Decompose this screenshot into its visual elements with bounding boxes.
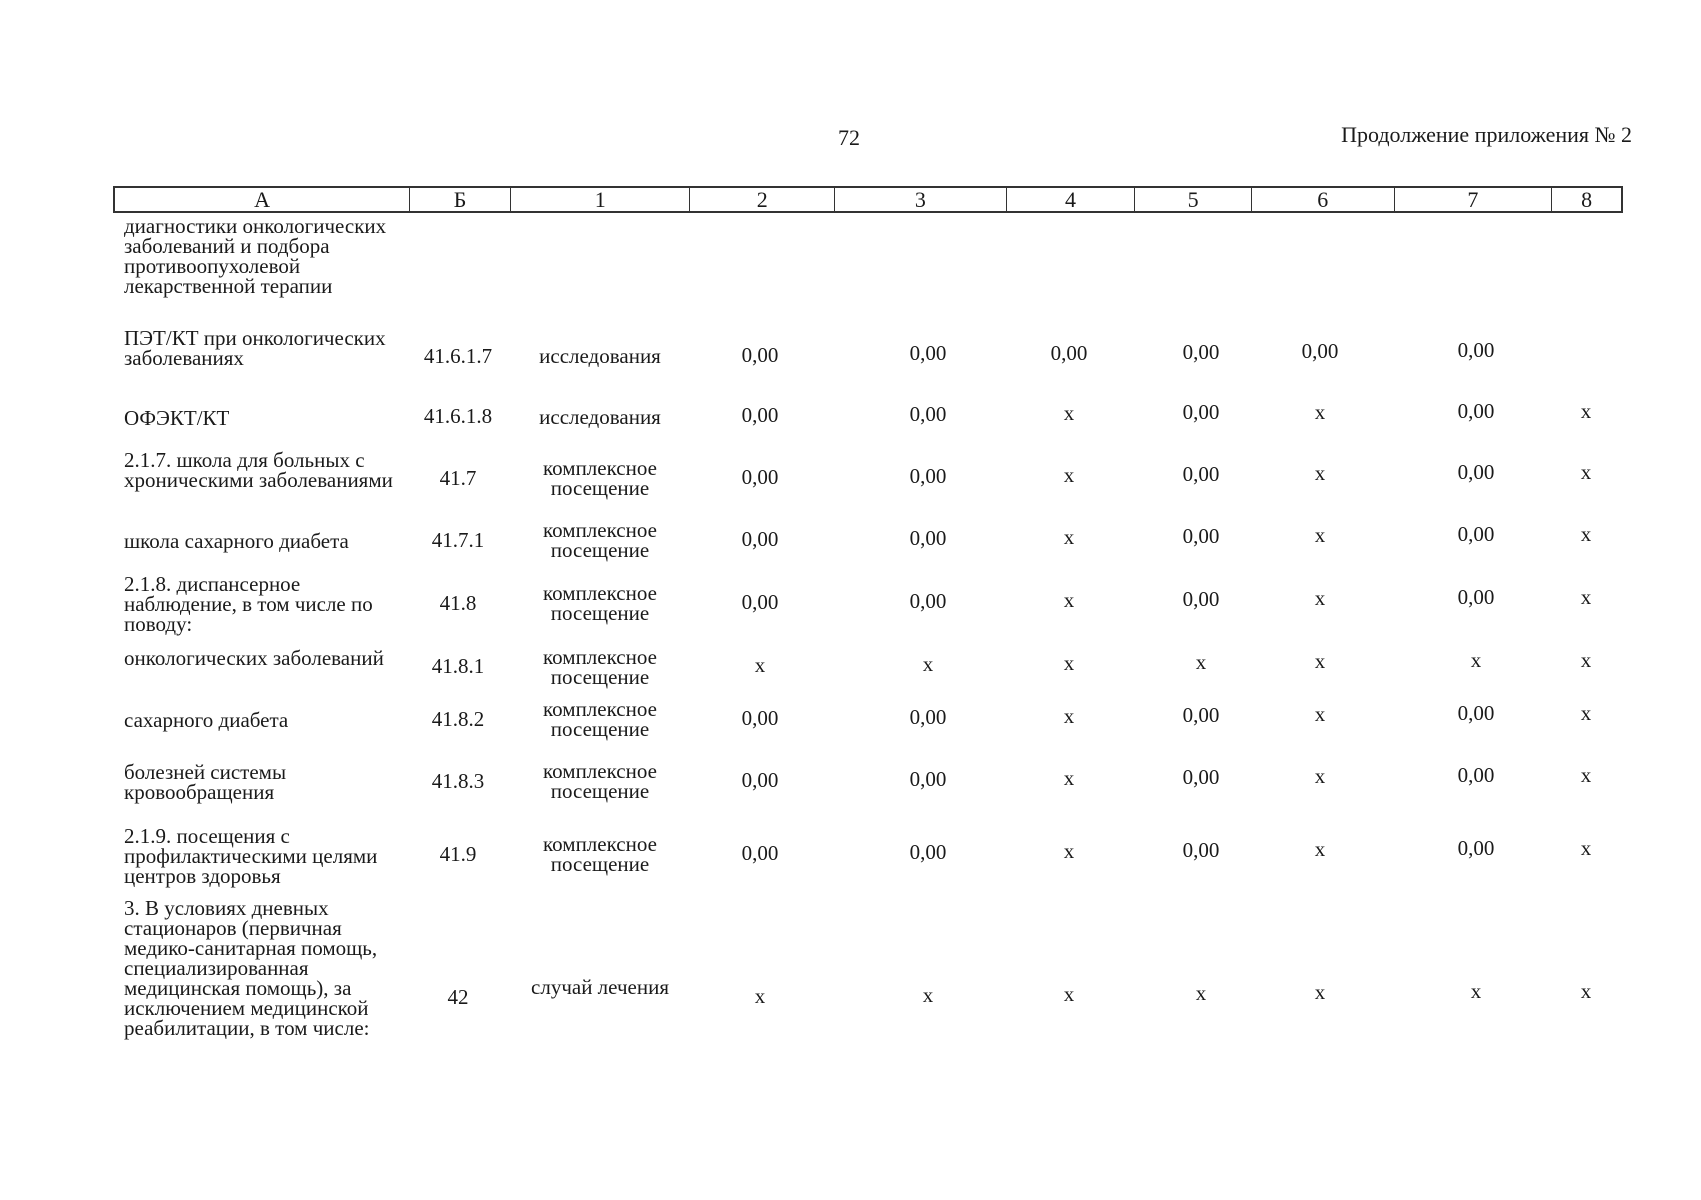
cell-col-8: х [1580,836,1592,860]
cell-col-5: х [1195,650,1207,674]
page-number: 72 [838,125,860,150]
table-header [113,186,1623,213]
cell-col-8: х [1580,763,1592,787]
row-code: 41.7.1 [431,528,485,552]
cell-col-5: 0,00 [1182,838,1220,862]
cell-col-6: х [1314,523,1326,547]
cell-col-7: 0,00 [1457,585,1495,609]
cell-col-2: 0,00 [741,403,779,427]
cell-col-3: х [922,652,934,676]
cell-col-7: х [1470,648,1482,672]
cell-col-5: х [1195,981,1207,1005]
header-col-7: 7 [1395,188,1553,211]
row-unit: комплексное посещение [543,581,657,625]
table-row-label: ОФЭКТ/КТ [124,406,230,430]
header-col-5: 5 [1135,188,1252,211]
cell-col-4: х [1063,704,1075,728]
cell-col-5: 0,00 [1182,462,1220,486]
cell-col-2: 0,00 [741,343,779,367]
cell-col-8: х [1580,460,1592,484]
cell-col-5: 0,00 [1182,703,1220,727]
header-col-2: 2 [690,188,835,211]
cell-col-6: х [1314,702,1326,726]
row-code: 41.8 [439,591,477,615]
cell-col-4: х [1063,588,1075,612]
cell-col-7: 0,00 [1457,763,1495,787]
cell-col-6: х [1314,586,1326,610]
table-row-label: болезней системы кровообращения [124,760,287,804]
cell-col-7: 0,00 [1457,836,1495,860]
cell-col-6: х [1314,461,1326,485]
row-code: 41.6.1.8 [423,404,493,428]
row-unit: комплексное посещение [543,832,657,876]
cell-col-7: 0,00 [1457,701,1495,725]
table-row-label: 2.1.7. школа для больных с хроническими заболеваниями [124,448,393,492]
cell-col-2: х [754,653,766,677]
row-unit: комплексное посещение [543,518,657,562]
row-unit: исследования [539,344,661,368]
cell-col-8: х [1580,522,1592,546]
row-code: 41.8.1 [431,654,485,678]
row-code: 41.6.1.7 [423,344,493,368]
cell-col-6: х [1314,980,1326,1004]
cell-col-7: 0,00 [1457,522,1495,546]
cell-col-2: х [754,984,766,1008]
cell-col-6: х [1314,837,1326,861]
header-col-b: Б [410,188,511,211]
table-row-label: онкологических заболеваний [124,646,384,670]
table-row-label: сахарного диабета [124,708,289,732]
cell-col-7: х [1470,979,1482,1003]
table-row-label: 2.1.8. диспансерное наблюдение, в том числе по поводу: [124,572,373,636]
header-col-6: 6 [1252,188,1395,211]
cell-col-5: 0,00 [1182,587,1220,611]
header-col-3: 3 [835,188,1007,211]
row-code: 41.7 [439,466,477,490]
cell-col-3: 0,00 [909,589,947,613]
cell-col-3: 0,00 [909,526,947,550]
row-unit: комплексное посещение [543,645,657,689]
row-unit: исследования [539,405,661,429]
table-row-label: ПЭТ/КТ при онкологических заболеваниях [124,326,386,370]
cell-col-4: х [1063,766,1075,790]
cell-col-8: х [1580,648,1592,672]
cell-col-3: х [922,983,934,1007]
cell-col-7: 0,00 [1457,399,1495,423]
cell-col-4: х [1063,463,1075,487]
cell-col-6: х [1314,764,1326,788]
header-col-8: 8 [1581,187,1593,212]
cell-col-2: 0,00 [741,768,779,792]
row-unit: комплексное посещение [543,697,657,741]
cell-col-4: 0,00 [1050,341,1088,365]
table-row-label: 3. В условиях дневных стационаров (первичная медико-санитарная помощь, специализированная медицинская помощь), за исключением медицинской реабилитации, в том числе: [124,896,378,1040]
cell-col-3: 0,00 [909,767,947,791]
cell-col-3: 0,00 [909,341,947,365]
cell-col-6: х [1314,649,1326,673]
cell-col-7: 0,00 [1457,460,1495,484]
cell-col-5: 0,00 [1182,400,1220,424]
cell-col-2: 0,00 [741,527,779,551]
row-code: 42 [447,985,469,1009]
cell-col-4: х [1063,525,1075,549]
cell-col-5: 0,00 [1182,524,1220,548]
header-col-4: 4 [1007,188,1136,211]
row-code: 41.8.2 [431,707,485,731]
table-row-label: 2.1.9. посещения с профилактическими целями центров здоровья [124,824,378,888]
row-code: 41.9 [439,842,477,866]
table-row-label: диагностики онкологических заболеваний и подбора противоопухолевой лекарственной терапии [124,214,387,298]
cell-col-5: 0,00 [1182,765,1220,789]
cell-col-2: 0,00 [741,706,779,730]
cell-col-6: х [1314,400,1326,424]
row-code: 41.8.3 [431,769,485,793]
cell-col-2: 0,00 [741,465,779,489]
header-col-1: 1 [511,188,691,211]
header-col-a: А [115,188,410,211]
cell-col-2: 0,00 [741,841,779,865]
cell-col-3: 0,00 [909,464,947,488]
cell-col-8: х [1580,701,1592,725]
cell-col-8: х [1580,979,1592,1003]
row-unit: случай лечения [531,975,669,999]
cell-col-8: х [1580,585,1592,609]
table-row-label: школа сахарного диабета [124,529,349,553]
cell-col-3: 0,00 [909,840,947,864]
cell-col-3: 0,00 [909,705,947,729]
cell-col-5: 0,00 [1182,340,1220,364]
cell-col-6: 0,00 [1301,339,1339,363]
row-unit: комплексное посещение [543,456,657,500]
cell-col-4: х [1063,982,1075,1006]
cell-col-4: х [1063,401,1075,425]
cell-col-4: х [1063,651,1075,675]
cell-col-2: 0,00 [741,590,779,614]
row-unit: комплексное посещение [543,759,657,803]
appendix-label: Продолжение приложения № 2 [1341,122,1632,147]
cell-col-7: 0,00 [1457,338,1495,362]
cell-col-8: х [1580,399,1592,423]
cell-col-4: х [1063,839,1075,863]
cell-col-3: 0,00 [909,402,947,426]
